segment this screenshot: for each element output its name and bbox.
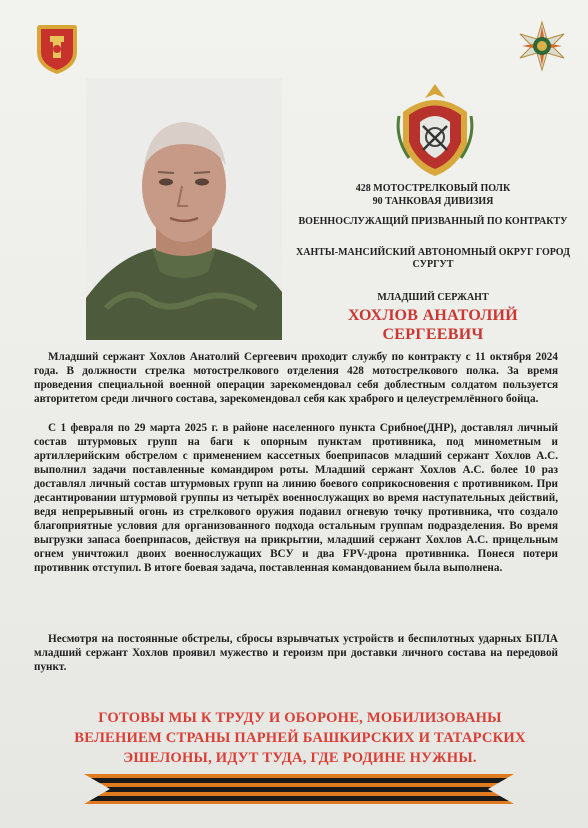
division-line: 90 ТАНКОВАЯ ДИВИЗИЯ <box>372 196 494 207</box>
slogan-line: ВЕЛЕНИЕМ СТРАНЫ ПАРНЕЙ БАШКИРСКИХ И ТАТАРСКИХ <box>74 730 526 746</box>
portrait-photo <box>86 78 282 340</box>
regiment-line: 428 МОТОСТРЕЛКОВЫЙ ПОЛК <box>355 183 511 194</box>
regional-coat-of-arms-icon <box>34 22 80 76</box>
soldier-name: ХОХЛОВ АНАТОЛИЙ <box>347 307 519 324</box>
conclusion-paragraph: Несмотря на постоянные обстрелы, сбросы взрывчатых устройств и беспилотных ударных БПЛА младший сержант Хохлов проявил мужество и героизм при доставки личного состава на передовой пункт. <box>34 633 558 673</box>
slogan-line: ГОТОВЫ МЫ К ТРУДУ И ОБОРОНЕ, МОБИЛИЗОВАНЫ <box>98 710 502 726</box>
combat-paragraph: С 1 февраля по 29 марта 2025 г. в районе населенного пункта Срибное(ДНР), доставлял личный состав штурмовых групп на баги к опорным пунктам противника, под минометным и артиллерийским обстрелом с применением кассетных боеприпасов младший сержант Хохлов А.С. выполнил задачи поставленные командиром роты. Младший сержант Хохлов А.С. более 10 раз доставлял личный состав штурмовых групп на линию боевого соприкосновения с противником. При десантировании штурмовой группы из четырёх военнослужащих во время наступательных действий, ведя непрерывный огонь из стрелкового оружия подавил огневую точку противника, что создало благоприятные условия для организованного подхода остальным группам подразделения. Во время выгрузки запаса боеприпасов, действуя на прикрытии, младший сержант Хохлов А.С. прицельным огнем уничтожил двоих военнослужащих ВСУ и два FPV-дрона противника. Понеся потери противник отступил. В итоге боевая задача, поставленная командованием была выполнена. <box>34 422 558 574</box>
slogan-line: ЭШЕЛОНЫ, ИДУТ ТУДА, ГДЕ РОДИНЕ НУЖНЫ. <box>123 750 477 766</box>
service-type-line: ВОЕННОСЛУЖАЩИЙ ПРИЗВАННЫЙ ПО КОНТРАКТУ <box>298 216 568 227</box>
service-paragraph: Младший сержант Хохлов Анатолий Сергеевич проходит службу по контракту с 11 октября 2024 года. В должности стрелка мотострелкового отделения 428 мотострелкового полка. За время проведения специальной военной операции зарекомендовал себя доблестным солдатом пользуется авторитетом среди личного состава, зарекомендовал себя как храброго и целеустремлённого бойца. <box>34 351 558 405</box>
division-emblem-icon <box>393 82 477 180</box>
rank-line: МЛАДШИЙ СЕРЖАНТ <box>377 292 489 303</box>
order-cross-icon <box>516 20 568 72</box>
soldier-patronymic: СЕРГЕЕВИЧ <box>382 326 484 343</box>
st-george-ribbon-icon <box>84 774 514 804</box>
region-line: ХАНТЫ-МАНСИЙСКИЙ АВТОНОМНЫЙ ОКРУГ ГОРОД СУРГУТ <box>296 247 570 270</box>
